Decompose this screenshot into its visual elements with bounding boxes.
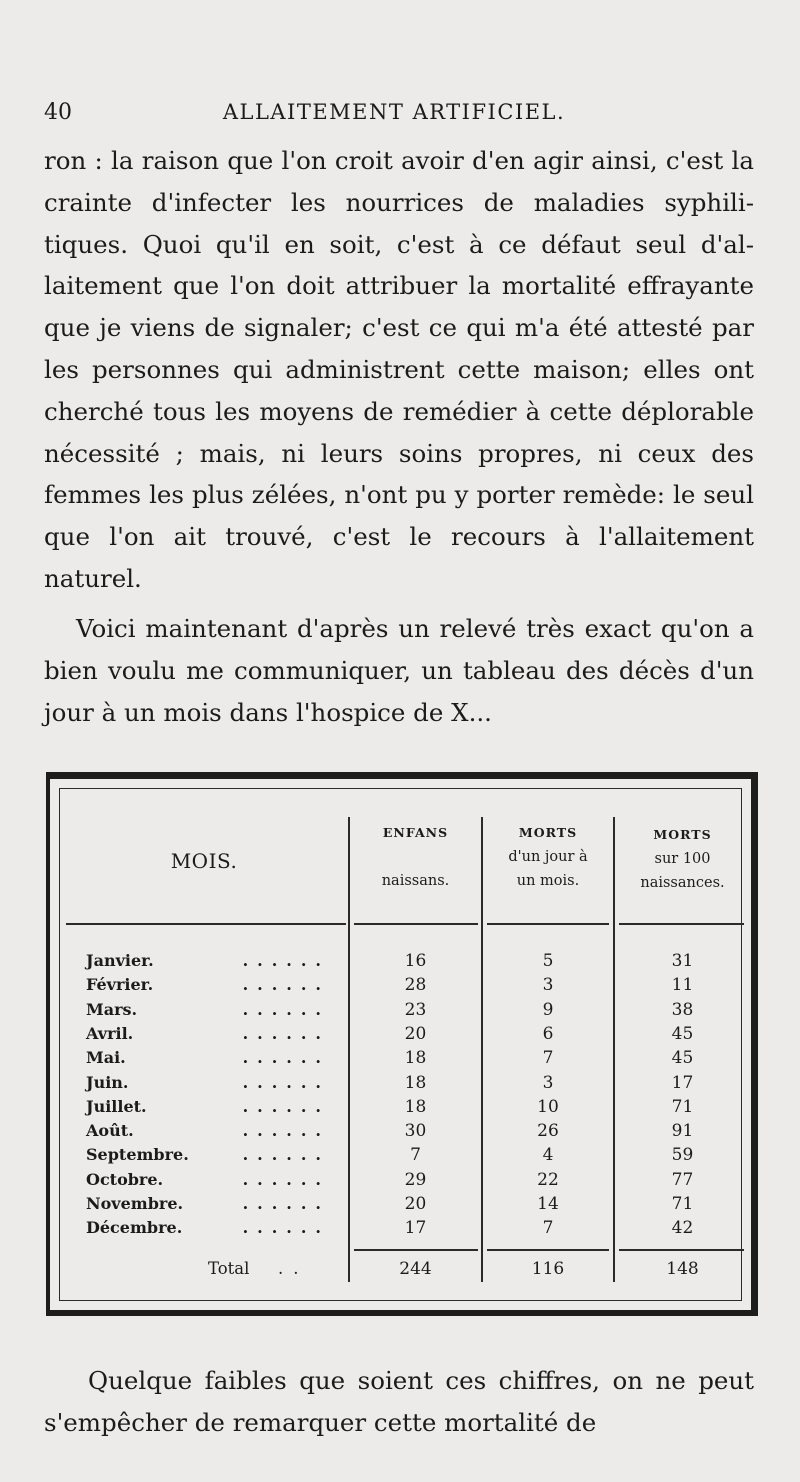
morts-cell: 26 <box>537 1121 559 1142</box>
morts-cell: 10 <box>537 1096 559 1117</box>
enfans-cell: 20 <box>404 1023 427 1044</box>
header-rule <box>619 923 744 925</box>
paragraph-3: Quelque faibles que soient ces chiffres, on ne peut s'empêcher de remarquer cette mortalité de <box>44 1366 754 1437</box>
header-rule <box>354 923 478 925</box>
sur100-cell: 45 <box>671 1048 694 1069</box>
enfans-cell: 16 <box>404 951 427 971</box>
table-row <box>60 1170 741 1194</box>
enfans-cell: 18 <box>404 1096 427 1117</box>
header-enfans-sub: naissans. <box>381 873 450 889</box>
paragraph-1: ron : la raison que l'on croit avoir d'en agir ainsi, c'est la crainte d'infecter les nourrices de maladies syphilitiques. Quoi qu'il en soit, c'est à ce défaut seul d'allaitement que l'on doit attribuer la mortalité effrayante que je viens de signaler; c'est ce qui m'a été attesté par les personnes qui administrent cette maison; elles ont cherché tous les moyens de remédier à cette déplorable nécessité ; mais, ni leurs soins propres, ni ceux des femmes les plus zélées, n'ont pu y porter remède: le seul que l'on ait trouvé, c'est le recours à l'allaitement naturel. <box>44 146 754 593</box>
sur100-cell: 71 <box>671 1194 694 1214</box>
header-morts-sur-100 <box>615 823 750 895</box>
header-mois: MOIS. <box>170 849 238 873</box>
sum-rule <box>354 1249 478 1251</box>
total-morts: 116 <box>531 1259 565 1279</box>
table-inner-frame <box>59 788 742 1301</box>
morts-cell: 4 <box>542 1145 554 1166</box>
dot-leader: ...... <box>242 999 330 1019</box>
month-label: Décembre. <box>86 1218 183 1238</box>
table-row <box>60 951 741 975</box>
enfans-cell: 20 <box>404 1194 427 1214</box>
header-morts2-sub2: naissances. <box>640 875 725 891</box>
morts-cell: 3 <box>542 975 554 996</box>
enfans-cell: 7 <box>410 1145 421 1166</box>
total-label: Total <box>208 1259 250 1278</box>
total-row <box>60 1259 741 1285</box>
enfans-cell: 29 <box>404 1169 427 1190</box>
table-row <box>60 1218 741 1242</box>
sur100-cell: 31 <box>671 951 694 971</box>
table-row <box>60 1024 741 1048</box>
dot-leader: ...... <box>242 1169 330 1189</box>
month-label: Novembre. <box>86 1194 184 1213</box>
sur100-cell: 17 <box>671 1072 694 1093</box>
month-label: Avril. <box>86 1023 134 1043</box>
page-header <box>44 100 744 134</box>
month-label: Janvier. <box>86 951 154 970</box>
header-morts-un-mois <box>483 821 613 893</box>
page-number: 40 <box>44 100 72 125</box>
dot-leader: ...... <box>242 951 330 970</box>
header-morts2-sub1: sur 100 <box>654 851 711 867</box>
enfans-cell: 18 <box>404 1048 427 1069</box>
month-label: Mai. <box>86 1048 126 1068</box>
total-enfans: 244 <box>399 1259 432 1279</box>
enfans-cell: 30 <box>404 1121 427 1142</box>
enfans-cell: 23 <box>404 999 427 1020</box>
sum-rule <box>619 1249 744 1251</box>
month-label: Février. <box>86 975 154 995</box>
table-row <box>60 975 741 999</box>
sur100-cell: 71 <box>671 1096 694 1117</box>
dot-leader: ...... <box>242 1145 330 1165</box>
sur100-cell: 77 <box>671 1169 694 1190</box>
morts-cell: 14 <box>537 1194 559 1214</box>
header-rule <box>66 923 346 925</box>
total-leader: .. <box>278 1259 309 1278</box>
table-row <box>60 1121 741 1145</box>
morts-cell: 3 <box>542 1072 554 1093</box>
running-title: ALLAITEMENT ARTIFICIEL. <box>222 100 566 124</box>
dot-leader: ...... <box>242 1048 330 1068</box>
table-row <box>60 1073 741 1097</box>
month-label: Août. <box>86 1121 134 1141</box>
morts-cell: 22 <box>537 1169 559 1190</box>
dot-leader: ...... <box>242 1194 330 1213</box>
table-row <box>60 1000 741 1024</box>
enfans-cell: 18 <box>404 1072 427 1093</box>
dot-leader: ...... <box>242 975 330 995</box>
table-row <box>60 1145 741 1169</box>
table-row <box>60 1097 741 1121</box>
header-morts1-sub1: d'un jour à <box>508 849 588 865</box>
mortality-table <box>46 772 758 1316</box>
month-label: Juillet. <box>86 1096 147 1116</box>
dot-leader: ...... <box>242 1072 330 1092</box>
sur100-cell: 59 <box>671 1145 694 1166</box>
table-row <box>60 1194 741 1218</box>
morts-cell: 6 <box>542 1023 554 1044</box>
sur100-cell: 42 <box>671 1218 694 1239</box>
enfans-cell: 17 <box>404 1218 427 1239</box>
total-sur100: 148 <box>666 1259 699 1279</box>
paragraph-2: Voici maintenant d'après un relevé très exact qu'on a bien voulu me communiquer, un tableau des décès d'un jour à un mois dans l'hospice de X... <box>44 614 754 727</box>
morts-cell: 9 <box>542 999 554 1020</box>
sur100-cell: 38 <box>671 999 694 1020</box>
table-row <box>60 1048 741 1072</box>
morts-cell: 5 <box>542 951 554 971</box>
header-enfans-title: ENFANS <box>382 825 449 840</box>
morts-cell: 7 <box>542 1048 554 1069</box>
dot-leader: ...... <box>242 1023 330 1043</box>
morts-cell: 7 <box>542 1218 554 1239</box>
sur100-cell: 45 <box>671 1023 694 1044</box>
header-morts1-sub2: un mois. <box>516 873 580 889</box>
dot-leader: ...... <box>242 1096 330 1116</box>
month-label: Septembre. <box>86 1145 189 1165</box>
month-label: Octobre. <box>86 1169 164 1189</box>
dot-leader: ...... <box>242 1218 330 1238</box>
header-rule <box>487 923 609 925</box>
month-label: Mars. <box>86 999 138 1019</box>
enfans-cell: 28 <box>404 975 427 996</box>
sur100-cell: 11 <box>671 975 694 996</box>
sur100-cell: 91 <box>671 1121 694 1142</box>
month-label: Juin. <box>86 1072 129 1092</box>
dot-leader: ...... <box>242 1121 330 1141</box>
header-morts2-title: MORTS <box>653 827 712 842</box>
header-enfans <box>350 821 481 893</box>
header-morts1-title: MORTS <box>518 825 578 840</box>
sum-rule <box>487 1249 609 1251</box>
